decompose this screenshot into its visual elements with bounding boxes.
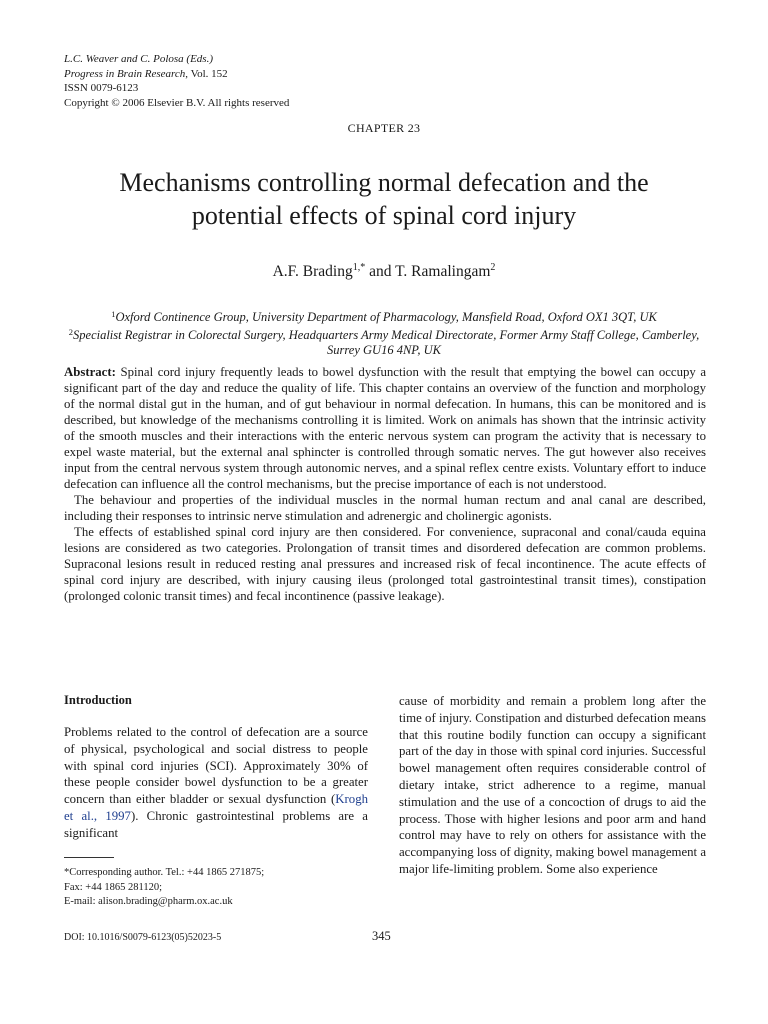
affiliation-2-mark: 2 [68,327,74,337]
affiliation-2 [60,325,708,358]
affiliations [60,307,708,358]
abstract-paragraph-3: The effects of established spinal cord injury are then considered. For convenience, supraconal and conal/cauda equina lesions are considered as two categories. Prolongation of transit times and disordered defecation are common problems. Supraconal lesions result in reduced resting anal pressures and increased risk of fecal incontinence. The acute effects of spinal cord injury are described, with injury causing ileus (prolonged total gastrointestinal transit times), constipation (prolonged colonic transit times) and fecal incontinence (passive leakage). [64,525,706,603]
citation-link-krogh[interactable]: Krogh et al., 1997 [64,792,368,823]
title-line-2: potential effects of spinal cord injury [191,201,577,230]
affiliation-1-text: Oxford Continence Group, University Department of Pharmacology, Mansfield Road, Oxford OX1 3QT, UK [115,310,657,324]
issn-line: ISSN 0079-6123 [64,82,139,94]
footnote-email: E-mail: alison.brading@pharm.ox.ac.uk [64,896,233,907]
affiliation-1 [60,307,708,325]
author-2: T. Ramalingam [395,263,491,280]
footnote-fax: Fax: +44 1865 281120; [64,881,162,893]
abstract-p1-text: Spinal cord injury frequently leads to bowel dysfunction with the result that emptying the bowel can occupy a significant part of the day and reduce the quality of life. This chapter contains an overview of the function and morphology of the normal distal gut in the human, and of gut behaviour in normal defecation. In humans, this can be monitored and is described, but knowledge of the mechanisms controlling it is limited. Work on animals has shown that the intrinsic activity of the smooth muscles and their interactions with the enteric nervous system can program the activity that is necessary to expel waste material, but the external anal sphincter is controlled through somatic nerves. The gut however also receives input from the central nervous system through autonomic nerves, and a spinal reflex centre exists. Voluntary effort to induce defecation can influence all the control mechanisms, but the precise importance of each is not understood. [64,365,706,491]
intro-paragraph-right: cause of morbidity and remain a problem long after the time of injury. Constipation and disturbed defecation means that this routine bodily function can occupy a significant part of the day in those with spinal cord injuries. Successful bowel management often requires considerable control of dietary intake, strict adherence to a regime, manual stimulation and the use of a concoction of drugs to aid the process. Those with higher lesions and poor arm and hand control may have to rely on others for assistance with the accompanying loss of dignity, making bowel management a major life-limiting problem. Some also experience [399,694,706,876]
author-connector: and [365,263,396,280]
series-line [64,67,289,82]
editors-line: L.C. Weaver and C. Polosa (Eds.) [64,53,214,65]
section-heading-introduction: Introduction [64,693,132,707]
abstract [64,364,706,604]
footnote-corresponding: *Corresponding author. Tel.: +44 1865 271875; [64,867,265,878]
volume: , Vol. 152 [185,67,228,80]
footnote [64,866,264,910]
intro-left-text: Problems related to the control of defecation are a source of physical, psychological and social distress to people with spinal cord injuries (SCI). Approximately 30% of these people consider bowel dysfunction to be a greater concern than either bladder or sexual dysfunction ( [64,725,368,807]
publication-meta [64,52,289,110]
copyright-line: Copyright © 2006 Elsevier B.V. All rights reserved [64,96,290,109]
title-line-1: Mechanisms controlling normal defecation and the [119,168,649,197]
author-1-affiliation-mark: 1,* [352,262,366,273]
chapter-label: CHAPTER 23 [347,121,421,135]
paper-title [40,166,728,232]
intro-paragraph-left [64,724,368,842]
affiliation-2-text: Specialist Registrar in Colorectal Surgery, Headquarters Army Medical Directorate, Former Army Staff College, Camberley, Surrey GU16 4NP, UK [73,328,700,357]
doi: DOI: 10.1016/S0079-6123(05)52023-5 [64,932,222,943]
author-list [0,262,768,281]
page-number: 345 [372,929,391,943]
abstract-paragraph-2: The behaviour and properties of the individual muscles in the normal human rectum and anal canal are described, including their responses to intrinsic nerve stimulation and adrenergic and cholinergic agonists. [64,493,706,523]
abstract-paragraph-1 [64,364,706,492]
intro-left-text-end: ). Chronic gastrointestinal problems are a significant [64,808,368,840]
left-column [64,724,368,842]
footnote-divider [64,857,114,858]
right-column [399,693,706,878]
abstract-label: Abstract: [64,365,116,379]
series-name: Progress in Brain Research [64,67,186,80]
author-2-affiliation-mark: 2 [490,262,496,273]
affiliation-1-mark: 1 [111,309,116,319]
author-1: A.F. Brading [272,263,353,280]
